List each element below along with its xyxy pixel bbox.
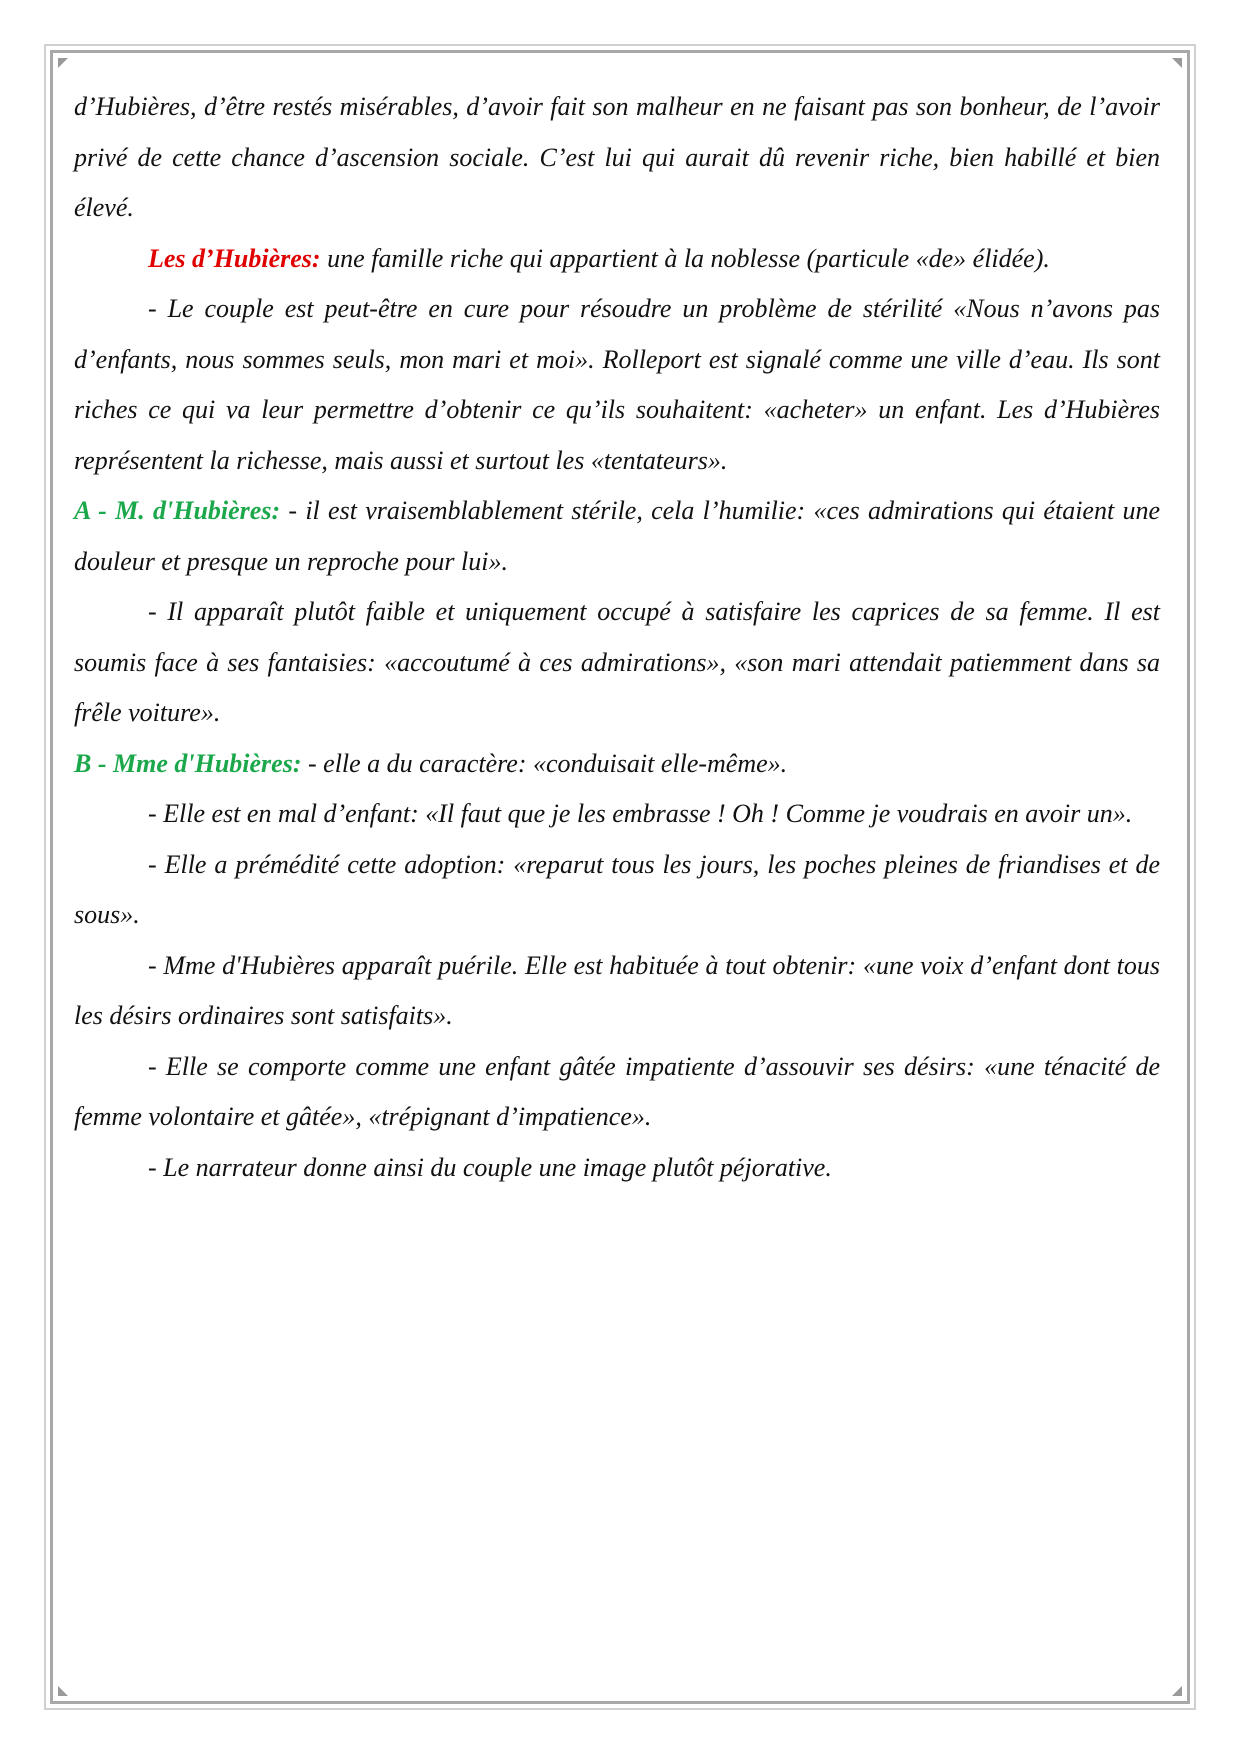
corner-ornament-icon — [1172, 1686, 1182, 1696]
document-body — [74, 82, 1160, 1193]
paragraph-text: - il est vraisemblablement stérile, cela l’humilie: «ces admirations qui étaient une douleur et presque un reproche pour lui». — [74, 496, 1160, 576]
heading-m-hubieres: A - M. d'Hubières: — [74, 496, 281, 525]
paragraph-mme-hubieres — [74, 739, 1160, 790]
paragraph-continuation: d’Hubières, d’être restés misérables, d’avoir fait son malheur en ne faisant pas son bonheur, de l’avoir privé de cette chance d’ascension sociale. C’est lui qui aurait dû revenir riche, bien habillé et bien élevé. — [74, 92, 1160, 222]
paragraph-premedite: - Elle a prémédité cette adoption: «reparut tous les jours, les poches pleines de friandises et de sous». — [74, 849, 1160, 929]
corner-ornament-icon — [58, 58, 68, 68]
paragraph-faible: - Il apparaît plutôt faible et uniquement occupé à satisfaire les caprices de sa femme. Il est soumis face à ses fantaisies: «accoutumé à ces admirations», «son mari attendait patiemment dans sa frêle voiture». — [74, 597, 1160, 727]
paragraph-enfant-gatee: - Elle se comporte comme une enfant gâtée impatiente d’assouvir ses désirs: «une ténacité de femme volontaire et gâtée», «trépignant d’impatience». — [74, 1051, 1160, 1131]
paragraph-couple-sterilite: - Le couple est peut-être en cure pour résoudre un problème de stérilité «Nous n’avons pas d’enfants, nous sommes seuls, mon mari et moi». Rolleport est signalé comme une ville d’eau. Ils sont riches ce qui va leur permettre d’obtenir ce qu’ils souhaitent: «acheter» un enfant. Les d’Hubières représentent la richesse, mais aussi et surtout les «tentateurs». — [74, 294, 1160, 475]
paragraph-mal-enfant: - Elle est en mal d’enfant: «Il faut que je les embrasse ! Oh ! Comme je voudrais en avoir un». — [148, 799, 1133, 828]
corner-ornament-icon — [1172, 58, 1182, 68]
paragraph-conclusion: - Le narrateur donne ainsi du couple une image plutôt péjorative. — [148, 1152, 832, 1182]
paragraph-text: une famille riche qui appartient à la noblesse (particule «de» élidée). — [320, 243, 1050, 273]
corner-ornament-icon — [58, 1686, 68, 1696]
heading-les-hubieres: Les d’Hubières: — [148, 243, 321, 273]
paragraph-les-hubieres — [74, 234, 1160, 285]
paragraph-text: - elle a du caractère: «conduisait elle-même». — [301, 748, 788, 778]
heading-mme-hubieres: B - Mme d'Hubières: — [74, 748, 302, 778]
paragraph-puerile: - Mme d'Hubières apparaît puérile. Elle est habituée à tout obtenir: «une voix d’enfant dont tous les désirs ordinaires sont satisfaits». — [74, 950, 1160, 1030]
paragraph-m-hubieres — [74, 486, 1160, 587]
